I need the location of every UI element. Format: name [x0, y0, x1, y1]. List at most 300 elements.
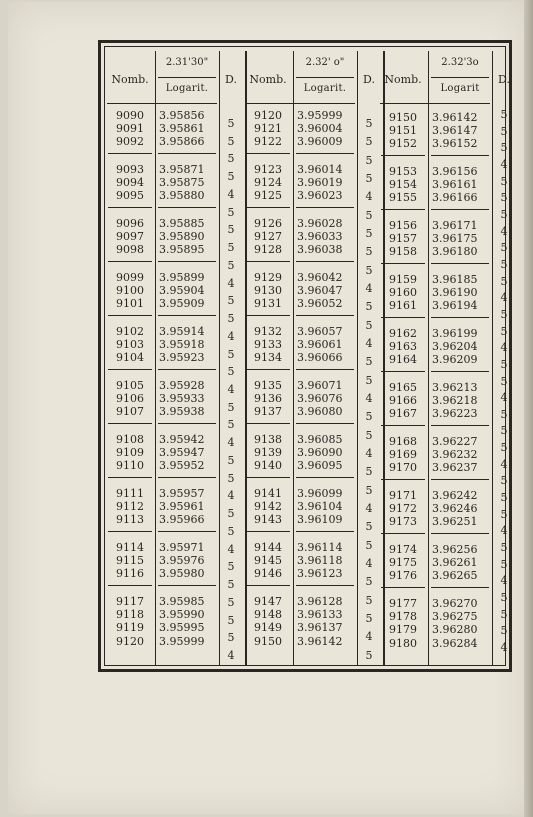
- difference-value: 5: [500, 607, 508, 621]
- number-cell: 9094: [116, 176, 144, 190]
- difference-value: 5: [500, 141, 508, 155]
- number-group: [105, 217, 155, 257]
- difference-value: 5: [227, 595, 235, 609]
- difference-value: 5: [365, 117, 373, 130]
- group-separator: [158, 153, 216, 154]
- logarithm-group: [428, 435, 492, 475]
- number-cell: 9143: [254, 513, 282, 527]
- difference-value: 5: [500, 624, 508, 638]
- logarithm-cell: 3.95971: [159, 541, 205, 554]
- column-divider: [219, 51, 220, 665]
- group-separator: [246, 531, 290, 532]
- difference-value: 5: [365, 648, 373, 662]
- logarithm-cell: 3.96057: [297, 325, 343, 338]
- number-group: [105, 433, 155, 473]
- difference-value: 5: [227, 524, 235, 538]
- number-cell: 9145: [254, 554, 282, 568]
- column-divider: [357, 51, 358, 665]
- number-group: [243, 109, 293, 149]
- number-cell: 9171: [389, 489, 417, 502]
- number-cell: 9104: [116, 351, 144, 365]
- difference-value: 5: [365, 538, 373, 552]
- logarithm-cell: 3.95957: [159, 487, 205, 500]
- number-cell: 9163: [389, 340, 417, 354]
- logarithm-cell: 3.96284: [432, 636, 478, 650]
- group-separator: [381, 479, 425, 480]
- number-group: [378, 219, 428, 259]
- difference-value: 5: [500, 241, 508, 255]
- logarithm-cell: 3.96185: [432, 273, 478, 286]
- difference-value: 5: [227, 241, 235, 255]
- number-cell: 9112: [116, 500, 144, 514]
- group-separator: [108, 261, 152, 262]
- header-rule: [158, 77, 216, 78]
- number-cell: 9108: [116, 433, 144, 446]
- logarithm-cell: 3.95942: [159, 433, 205, 446]
- logarithm-cell: 3.96209: [432, 353, 478, 367]
- logarithm-cell: 3.96261: [432, 556, 478, 570]
- number-cell: 9178: [389, 610, 417, 624]
- logarithm-cell: 3.96095: [297, 459, 343, 473]
- number-cell: 9158: [389, 245, 417, 259]
- group-separator: [381, 263, 425, 264]
- logarithm-cell: 3.96066: [297, 351, 343, 365]
- difference-value: 4: [227, 187, 235, 201]
- group-separator: [431, 263, 489, 264]
- logarithm-cell: 3.96080: [297, 405, 343, 419]
- number-group: [105, 487, 155, 527]
- difference-value: 5: [227, 312, 235, 326]
- logarithm-cell: 3.95880: [159, 189, 205, 203]
- difference-value: 5: [227, 578, 235, 592]
- difference-value: 5: [500, 507, 508, 521]
- group-separator: [381, 425, 425, 426]
- group-separator: [431, 371, 489, 372]
- header-d-label: D.: [498, 73, 510, 86]
- difference-value: 5: [500, 591, 508, 605]
- difference-value: 4: [365, 281, 373, 295]
- difference-value: 5: [365, 520, 373, 534]
- difference-value: 5: [227, 294, 235, 308]
- difference-value: 5: [227, 170, 235, 184]
- logarithm-cell: 3.95952: [159, 459, 205, 473]
- difference-value: 5: [227, 560, 235, 574]
- logarithm-cell: 3.96085: [297, 433, 343, 446]
- logarithm-cell: 3.95885: [159, 217, 205, 230]
- group-separator: [158, 531, 216, 532]
- difference-value: 5: [365, 465, 373, 479]
- group-separator: [246, 369, 290, 370]
- logarithm-cell: 3.96227: [432, 435, 478, 448]
- logarithm-cell: 3.96166: [432, 191, 478, 205]
- logarithm-cell: 3.96123: [297, 567, 343, 581]
- header-logarit-label: Logarit: [440, 83, 480, 94]
- number-cell: 9150: [254, 634, 282, 648]
- group-separator: [381, 533, 425, 534]
- difference-value: 5: [227, 365, 235, 379]
- number-group: [243, 271, 293, 311]
- logarithm-cell: 3.96142: [297, 634, 343, 648]
- logarithm-cell: 3.96190: [432, 286, 478, 300]
- logarithm-cell: 3.96076: [297, 392, 343, 406]
- logarithm-group: [293, 379, 357, 419]
- header-logarit-label: Logarit.: [303, 83, 347, 94]
- difference-value: 5: [365, 171, 373, 185]
- number-cell: 9164: [389, 353, 417, 367]
- difference-value: 5: [500, 557, 508, 571]
- logarithm-cell: 3.96038: [297, 243, 343, 257]
- difference-value: 5: [227, 117, 235, 130]
- number-cell: 9155: [389, 191, 417, 205]
- difference-value: 4: [227, 542, 235, 556]
- number-group: [105, 325, 155, 365]
- number-cell: 9177: [389, 597, 417, 610]
- logarithm-cell: 3.95861: [159, 122, 205, 136]
- number-cell: 9114: [116, 541, 144, 554]
- number-cell: 9180: [389, 636, 417, 650]
- logarithm-group: [293, 163, 357, 203]
- logarithm-cell: 3.95871: [159, 163, 205, 176]
- difference-value: 5: [227, 507, 235, 521]
- group-separator: [246, 423, 290, 424]
- group-separator: [108, 477, 152, 478]
- header-nomb: [378, 53, 428, 103]
- header-nomb: [243, 53, 293, 103]
- number-cell: 9093: [116, 163, 144, 176]
- difference-value: 5: [365, 300, 373, 314]
- logarithm-cell: 3.96275: [432, 610, 478, 624]
- logarithm-cell: 3.96147: [432, 124, 478, 138]
- difference-value: 5: [500, 441, 508, 455]
- number-cell: 9153: [389, 165, 417, 178]
- difference-value: 5: [227, 205, 235, 219]
- number-cell: 9147: [254, 595, 282, 608]
- logarithm-cell: 3.96118: [297, 554, 343, 568]
- logarithm-group: [428, 219, 492, 259]
- difference-value: 5: [500, 191, 508, 205]
- difference-value: 5: [365, 135, 373, 149]
- number-cell: 9174: [389, 543, 417, 556]
- group-separator: [108, 207, 152, 208]
- logarithm-cell: 3.95947: [159, 446, 205, 460]
- logarithm-cell: 3.96152: [432, 137, 478, 151]
- number-cell: 9141: [254, 487, 282, 500]
- difference-value: 5: [500, 474, 508, 488]
- logarithm-cell: 3.95966: [159, 513, 205, 527]
- group-separator: [381, 317, 425, 318]
- group-separator: [296, 153, 354, 154]
- group-separator: [296, 369, 354, 370]
- logarithm-cell: 3.96204: [432, 340, 478, 354]
- logarithm-group: [155, 109, 219, 149]
- logarithm-cell: 3.96133: [297, 608, 343, 622]
- logarithm-cell: 3.96047: [297, 284, 343, 298]
- difference-value: 5: [365, 318, 373, 332]
- table-inner-border: [104, 46, 510, 666]
- logarithm-group: [428, 597, 492, 650]
- difference-value: 5: [227, 347, 235, 361]
- logarithm-cell: 3.96099: [297, 487, 343, 500]
- number-cell: 9111: [116, 487, 144, 500]
- logarithm-cell: 3.96242: [432, 489, 478, 502]
- logarithm-cell: 3.96023: [297, 189, 343, 203]
- header-rule: [296, 77, 354, 78]
- header-difference: [492, 53, 516, 103]
- difference-value: 4: [365, 446, 373, 460]
- number-cell: 9106: [116, 392, 144, 406]
- logarithm-cell: 3.95961: [159, 500, 205, 514]
- group-separator: [246, 585, 290, 586]
- number-group: [243, 379, 293, 419]
- number-cell: 9137: [254, 405, 282, 419]
- difference-value: 4: [227, 436, 235, 450]
- header-logarit-label: Logarit.: [165, 83, 209, 94]
- number-cell: 9133: [254, 338, 282, 352]
- header-nomb-label: Nomb.: [384, 73, 422, 86]
- difference-value: 5: [365, 428, 373, 442]
- difference-value: 5: [365, 575, 373, 589]
- group-separator: [296, 477, 354, 478]
- number-cell: 9130: [254, 284, 282, 298]
- number-cell: 9168: [389, 435, 417, 448]
- group-separator: [108, 423, 152, 424]
- number-group: [378, 327, 428, 367]
- number-cell: 9122: [254, 135, 282, 149]
- number-group: [378, 381, 428, 421]
- header-logarithm: [293, 53, 357, 103]
- number-cell: 9179: [389, 623, 417, 637]
- logarithm-group: [155, 487, 219, 527]
- number-cell: 9105: [116, 379, 144, 392]
- logarithm-cell: 3.96104: [297, 500, 343, 514]
- logarithm-cell: 3.95914: [159, 325, 205, 338]
- number-cell: 9148: [254, 608, 282, 622]
- number-group: [105, 541, 155, 581]
- group-separator: [381, 587, 425, 588]
- number-group: [243, 325, 293, 365]
- number-cell: 9128: [254, 243, 282, 257]
- number-cell: 9125: [254, 189, 282, 203]
- logarithm-cell: 3.95999: [297, 109, 343, 122]
- number-cell: 9095: [116, 189, 144, 203]
- header-nomb-label: Nomb.: [249, 73, 287, 86]
- logarithm-cell: 3.95923: [159, 351, 205, 365]
- difference-column: [359, 115, 379, 665]
- number-cell: 9092: [116, 135, 144, 149]
- number-group: [378, 111, 428, 151]
- logarithm-cell: 3.96137: [297, 621, 343, 635]
- number-cell: 9090: [116, 109, 144, 122]
- logarithm-cell: 3.96028: [297, 217, 343, 230]
- logarithm-group: [428, 273, 492, 313]
- logarithm-cell: 3.96142: [432, 111, 478, 124]
- group-separator: [381, 371, 425, 372]
- number-cell: 9166: [389, 394, 417, 408]
- difference-value: 5: [227, 223, 235, 237]
- difference-value: 5: [365, 483, 373, 497]
- logarithm-group: [293, 595, 357, 648]
- logarithm-cell: 3.95990: [159, 608, 205, 622]
- logarithm-cell: 3.96213: [432, 381, 478, 394]
- group-separator: [296, 315, 354, 316]
- logarithm-cell: 3.96114: [297, 541, 343, 554]
- logarithm-cell: 3.95866: [159, 135, 205, 149]
- difference-value: 4: [227, 383, 235, 397]
- difference-value: 5: [227, 134, 235, 148]
- group-separator: [381, 155, 425, 156]
- difference-value: 5: [500, 207, 508, 221]
- number-cell: 9172: [389, 502, 417, 516]
- logarithm-cell: 3.95928: [159, 379, 205, 392]
- number-cell: 9107: [116, 405, 144, 419]
- number-cell: 9162: [389, 327, 417, 340]
- logarithm-group: [155, 541, 219, 581]
- logarithm-cell: 3.95890: [159, 230, 205, 244]
- logarithm-cell: 3.95995: [159, 621, 205, 635]
- number-cell: 9123: [254, 163, 282, 176]
- difference-value: 4: [500, 574, 508, 588]
- logarithm-cell: 3.96256: [432, 543, 478, 556]
- difference-value: 5: [500, 124, 508, 138]
- difference-value: 4: [227, 329, 235, 343]
- logarithm-cell: 3.96237: [432, 461, 478, 475]
- difference-value: 5: [365, 593, 373, 607]
- logarithm-cell: 3.96156: [432, 165, 478, 178]
- difference-value: 4: [227, 276, 235, 290]
- logarithm-cell: 3.95985: [159, 595, 205, 608]
- logarithm-group: [155, 163, 219, 203]
- number-cell: 9099: [116, 271, 144, 284]
- page-edge: [524, 0, 533, 817]
- group-separator: [158, 423, 216, 424]
- number-cell: 9173: [389, 515, 417, 529]
- logarithm-cell: 3.95895: [159, 243, 205, 257]
- number-group: [105, 271, 155, 311]
- difference-value: 5: [365, 355, 373, 369]
- difference-value: 5: [227, 453, 235, 467]
- group-separator: [431, 425, 489, 426]
- logarithm-cell: 3.96033: [297, 230, 343, 244]
- number-cell: 9135: [254, 379, 282, 392]
- difference-value: 5: [227, 418, 235, 432]
- number-cell: 9167: [389, 407, 417, 421]
- logarithm-cell: 3.96109: [297, 513, 343, 527]
- number-cell: 9118: [116, 608, 144, 622]
- number-cell: 9096: [116, 217, 144, 230]
- number-group: [105, 163, 155, 203]
- number-cell: 9160: [389, 286, 417, 300]
- group-separator: [158, 585, 216, 586]
- header-underline: [107, 103, 217, 104]
- number-cell: 9129: [254, 271, 282, 284]
- group-separator: [296, 207, 354, 208]
- logarithm-cell: 3.96014: [297, 163, 343, 176]
- group-separator: [246, 261, 290, 262]
- logarithm-group: [293, 325, 357, 365]
- difference-value: 5: [365, 263, 373, 277]
- logarithm-group: [155, 325, 219, 365]
- logarithm-cell: 3.96180: [432, 245, 478, 259]
- difference-value: 5: [365, 611, 373, 625]
- logarithm-cell: 3.96042: [297, 271, 343, 284]
- difference-value: 4: [500, 291, 508, 305]
- group-separator: [296, 423, 354, 424]
- logarithm-cell: 3.96171: [432, 219, 478, 232]
- header-difference: [219, 53, 243, 103]
- number-cell: 9126: [254, 217, 282, 230]
- group-separator: [158, 477, 216, 478]
- number-cell: 9144: [254, 541, 282, 554]
- number-cell: 9103: [116, 338, 144, 352]
- number-cell: 9138: [254, 433, 282, 446]
- logarithm-cell: 3.96128: [297, 595, 343, 608]
- logarithm-group: [293, 433, 357, 473]
- number-group: [378, 543, 428, 583]
- number-cell: 9109: [116, 446, 144, 460]
- log-table: [98, 40, 512, 672]
- difference-value: 5: [227, 152, 235, 166]
- logarithm-group: [155, 433, 219, 473]
- logarithm-group: [428, 165, 492, 205]
- group-separator: [108, 315, 152, 316]
- logarithm-cell: 3.95875: [159, 176, 205, 190]
- logarithm-group: [293, 487, 357, 527]
- group-separator: [158, 207, 216, 208]
- logarithm-cell: 3.95933: [159, 392, 205, 406]
- difference-value: 4: [500, 224, 508, 238]
- number-cell: 9102: [116, 325, 144, 338]
- group-separator: [246, 207, 290, 208]
- logarithm-group: [428, 543, 492, 583]
- difference-value: 5: [500, 374, 508, 388]
- number-cell: 9119: [116, 621, 144, 635]
- logarithm-cell: 3.96223: [432, 407, 478, 421]
- difference-value: 4: [365, 630, 373, 644]
- header-d-label: D.: [225, 73, 237, 86]
- group-separator: [296, 585, 354, 586]
- number-cell: 9165: [389, 381, 417, 394]
- difference-value: 5: [500, 491, 508, 505]
- difference-value: 5: [500, 424, 508, 438]
- number-cell: 9121: [254, 122, 282, 136]
- header-logarithm: [428, 53, 492, 103]
- difference-value: 5: [227, 613, 235, 627]
- logarithm-cell: 3.96280: [432, 623, 478, 637]
- number-cell: 9161: [389, 299, 417, 313]
- logarithm-group: [428, 327, 492, 367]
- difference-value: 5: [500, 174, 508, 188]
- difference-value: 4: [500, 157, 508, 171]
- difference-value: 5: [500, 407, 508, 421]
- number-cell: 9115: [116, 554, 144, 568]
- difference-column: [221, 115, 241, 665]
- difference-value: 5: [500, 324, 508, 338]
- difference-value: 4: [500, 641, 508, 654]
- logarithm-group: [293, 271, 357, 311]
- logarithm-cell: 3.96175: [432, 232, 478, 246]
- number-cell: 9100: [116, 284, 144, 298]
- header-underline: [245, 103, 355, 104]
- number-group: [243, 433, 293, 473]
- difference-value: 5: [500, 108, 508, 121]
- difference-value: 5: [365, 226, 373, 240]
- difference-value: 5: [500, 357, 508, 371]
- logarithm-cell: 3.96009: [297, 135, 343, 149]
- number-cell: 9127: [254, 230, 282, 244]
- number-cell: 9132: [254, 325, 282, 338]
- logarithm-cell: 3.95918: [159, 338, 205, 352]
- logarithm-group: [428, 489, 492, 529]
